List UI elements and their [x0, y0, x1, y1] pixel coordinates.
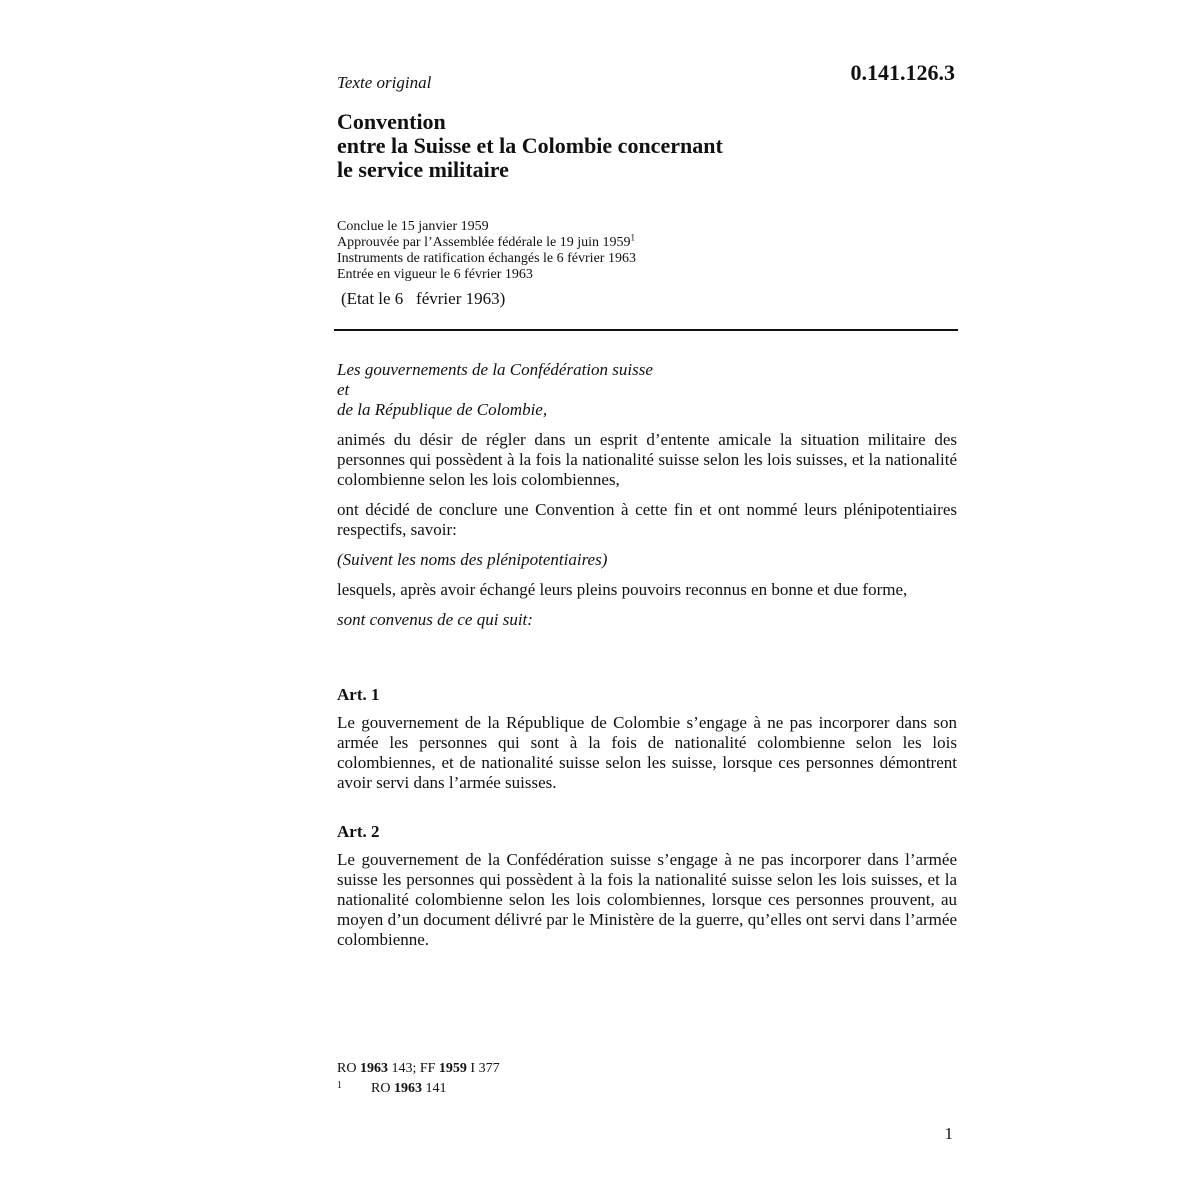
footnote-ref-1[interactable]: 1 — [630, 232, 636, 243]
approval-line — [337, 232, 636, 251]
title-line-2: entre la Suisse et la Colombie concernant — [337, 133, 723, 158]
article-2-text: Le gouvernement de la Confédération suisse s’engage à ne pas incorporer dans l’armée suisse les personnes qui possèdent à la fois la nationalité suisse selon les lois suisses, et la nationalité colombienne selon les lois colombiennes, lorsque ces personnes prouvent, au moyen d’un document délivré par le Ministère de la guerre, qu’elles ont servi dans l’armée colombienne. — [337, 850, 957, 949]
recital-purpose: animés du désir de régler dans un esprit d’entente amicale la situation militaire des personnes qui possèdent à la fois la nationalité suisse selon les lois suisses, et la nationalité colombienne selon les lois colombiennes, — [337, 430, 957, 489]
recital-decision: ont décidé de conclure une Convention à cette fin et ont nommé leurs plénipotentiaires respectifs, savoir: — [337, 500, 957, 539]
party-colombia: de la République de Colombie, — [337, 400, 548, 419]
article-1 — [337, 685, 957, 793]
party-conjunction: et — [337, 380, 350, 399]
footnote-1: 1 RO 1963 141 — [337, 1080, 447, 1096]
header-divider — [334, 329, 958, 331]
article-2-heading: Art. 2 — [337, 822, 380, 841]
treaty-metadata — [337, 219, 636, 283]
title-line-3: le service militaire — [337, 157, 509, 182]
recital-full-powers: lesquels, après avoir échangé leurs pleins pouvoirs reconnus en bonne et due forme, — [337, 580, 908, 599]
ratification-date: Instruments de ratification échangés le 6 février 1963 — [337, 251, 636, 266]
document-title — [337, 110, 723, 182]
article-1-text: Le gouvernement de la République de Colombie s’engage à ne pas incorporer dans son armée les personnes qui sont à la fois de nationalité colombienne selon les lois colombiennes, et de nationalité suisse selon les suisse, lorsque ces personnes démontrent avoir servi dans l’armée suisses. — [337, 713, 957, 792]
document-page — [337, 0, 957, 1200]
party-switzerland: Les gouvernements de la Confédération suisse — [337, 360, 653, 379]
page-number: 1 — [944, 1124, 953, 1143]
entry-into-force-date: Entrée en vigueur le 6 février 1963 — [337, 267, 533, 282]
concluded-date: Conclue le 15 janvier 1959 — [337, 219, 489, 234]
sr-number: 0.141.126.3 — [850, 60, 955, 85]
footnote-1-mark: 1 — [337, 1080, 342, 1091]
original-text-label: Texte original — [337, 73, 432, 92]
plenipotentiaries-note: (Suivent les noms des plénipotentiaires) — [337, 550, 608, 569]
article-1-heading: Art. 1 — [337, 685, 380, 704]
contracting-parties — [337, 360, 957, 420]
agreement-formula: sont convenus de ce qui suit: — [337, 610, 533, 629]
source-reference: RO 1963 143; FF 1959 I 377 — [337, 1061, 500, 1076]
approval-date: Approuvée par l’Assemblée fédérale le 19 juin 1959 — [337, 235, 631, 250]
title-line-1: Convention — [337, 109, 446, 134]
footnotes — [337, 1059, 500, 1099]
preamble — [337, 360, 957, 630]
article-2 — [337, 822, 957, 950]
status-date: (Etat le 6 février 1963) — [341, 289, 506, 308]
